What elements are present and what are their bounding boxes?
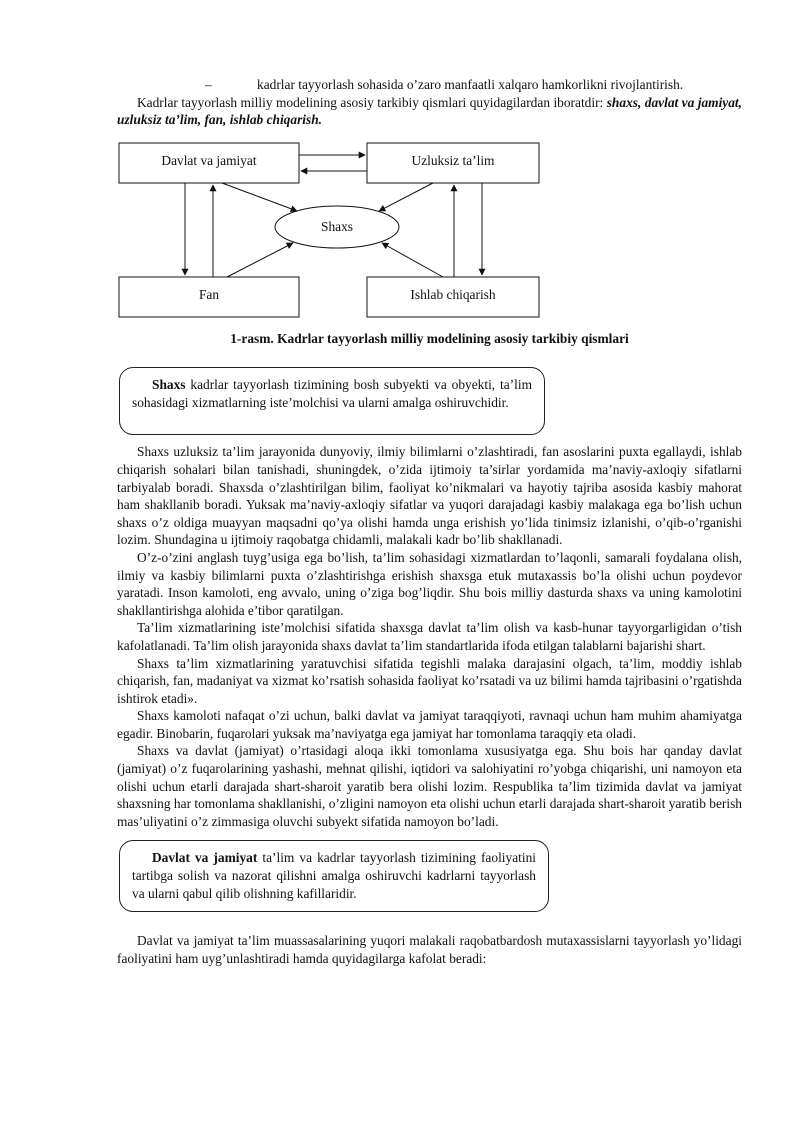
intro-paragraph <box>117 94 742 129</box>
paragraph: Shaxs uzluksiz ta’lim jarayonida dunyoviy, ilmiy bilimlarni o’zlashtiradi, fan asoslarini puxta egallaydi, ishlab chiqarish sohalari bilan tanishadi, shuningdek, o’zida ijtimoiy ta’sirlar yordamida ma’naviy-axloqiy sifatlarni tarbiyalab boradi. Shaxsda o’zlashtirilgan bilim, faoliyat ko’nikmalari va hayotiy tajriba asosida kasbiy mahorat ham shakllanib boradi. Yuksak ma’naviy-axloqiy sifatlar va yuqori darajadagi kasbiy malakaga ega bo’lish uchun shaxs o’z oldiga muayyan maqsadni qo’ya olishi hamda unga erishish yo’lida tinimsiz izlanishi, o’qib-o’rganishi lozim. Shundagina u ijtimoiy raqobatga chidamli, malakali kadr bo’lib shakllanadi. <box>117 444 742 548</box>
callout-davlat-body: ta’lim va kadrlar tayyorlash tizimining faoliyatini tartibga solish va nazorat qilishni amalga oshiruvchi kadrlarni tayyorlash va ularni qabul qilib olishning kafillaridir. <box>132 850 536 902</box>
bullet-text: kadrlar tayyorlash sohasida o’zaro manfaatli xalqaro hamkorlikni rivojlantirish. <box>257 77 684 92</box>
arrow-diag-bottom-right <box>382 243 443 277</box>
callout-davlat-term: Davlat va jamiyat <box>152 850 258 866</box>
callout-shaxs-text <box>132 376 532 412</box>
closing-paragraph: Davlat va jamiyat ta’lim muassasalarining yuqori malakali raqobatbardosh mutaxassislarni tayyorlash yo’lidagi faoliyatini ham uyg’unlashtiradi hamda quyidagilarga kafolat beradi: <box>117 933 742 967</box>
label-bottom-right: Ishlab chiqarish <box>410 286 496 302</box>
intro-emphasis: shaxs, davlat va jamiyat, uzluksiz ta’lim, fan, ishlab chiqarish. <box>117 94 742 128</box>
document-page <box>117 76 742 968</box>
paragraph: Shaxs ta’lim xizmatlarining yaratuvchisi sifatida tegishli malaka darajasini olgach, ta’lim, moddiy ishlab chiqarish, fan, madaniyat va xizmat ko’rsatish sohasida faoliyat ko’rsatadi va uz bilimi hamda tajribasini o’rgatishda ishtirok etadi». <box>117 655 742 706</box>
figure-caption: 1-rasm. Kadrlar tayyorlash milliy modelining asosiy tarkibiy qismlari <box>230 330 629 346</box>
callout-shaxs-body: kadrlar tayyorlash tizimining bosh subyekti va obyekti, ta’lim sohasidagi xizmatlarning iste’molchisi va ularni amalga oshiruvchidir. <box>132 377 532 411</box>
intro-text: Kadrlar tayyorlash milliy modelining asosiy tarkibiy qismlari quyidagilardan iboratdir: <box>137 94 607 110</box>
paragraph: O’z-o’zini anglash tuyg’usiga ega bo’lish, ta’lim sohasidagi xizmatlardan to’laqonli, samarali foydalana olish, ilmiy va kasbiy bilimlarni puxta o’zlashtirishga erishish shaxsga etuk mutaxassis bo’la olishi uchun poydevor yaratadi. Inson kamoloti, eng avvalo, uning o’ziga bog’liqdir. Shu bois milliy dasturda shaxs va uning kamolotini shakllantirishga alohida e’tibor qaratilgan. <box>117 549 742 618</box>
label-center: Shaxs <box>321 218 353 234</box>
callout-davlat-text <box>132 849 536 903</box>
label-top-right: Uzluksiz ta’lim <box>411 152 495 168</box>
arrow-diag-top-right <box>379 183 433 211</box>
paragraph: Shaxs kamoloti nafaqat o’zi uchun, balki davlat va jamiyat taraqqiyoti, ravnaqi uchun ham muhim ahamiyatga egadir. Binobarin, fuqarolari yuksak ma’naviyatga ega jamiyat har tomonlama taraqqiy eta oladi. <box>117 708 742 741</box>
bullet-item <box>117 76 742 94</box>
bullet-dash: – <box>205 77 212 92</box>
paragraph: Ta’lim xizmatlarining iste’molchisi sifatida shaxsga davlat ta’lim olish va kasb-hunar tayyorgarligidan o’tish kafolatlanadi. Ta’lim olish jarayonida shaxs davlat ta’lim standartlarida ifoda etilgan talablarni bajarishi shart. <box>117 620 742 653</box>
model-diagram <box>117 141 742 323</box>
arrow-diag-top-left <box>222 183 297 211</box>
callout-shaxs-term: Shaxs <box>152 377 186 393</box>
callout-davlat <box>119 840 549 912</box>
paragraph: Shaxs va davlat (jamiyat) o’rtasidagi aloqa ikki tomonlama xususiyatga ega. Shu bois har qanday davlat (jamiyat) o’z fuqarolarining yashashi, mehnat qilishi, iqtidori va salohiyatini ro’yobga chiqarishi, uni namoyon eta olishi uchun etarli darajada shart-sharoit yaratib bera olishi lozim. Respublika ta’lim tizimida davlat va jamiyat shaxsning har tomonlama shakllanishi, o’zligini namoyon eta olishi uchun etarli darajada shart-sharoit yaratib berish mas’uliyatini o’z zimmasiga oluvchi subyekt sifatida namoyon bo’ladi. <box>117 743 742 829</box>
label-top-left: Davlat va jamiyat <box>161 152 257 168</box>
arrow-diag-bottom-left <box>227 243 293 277</box>
callout-shaxs <box>119 367 545 435</box>
label-bottom-left: Fan <box>198 286 220 302</box>
